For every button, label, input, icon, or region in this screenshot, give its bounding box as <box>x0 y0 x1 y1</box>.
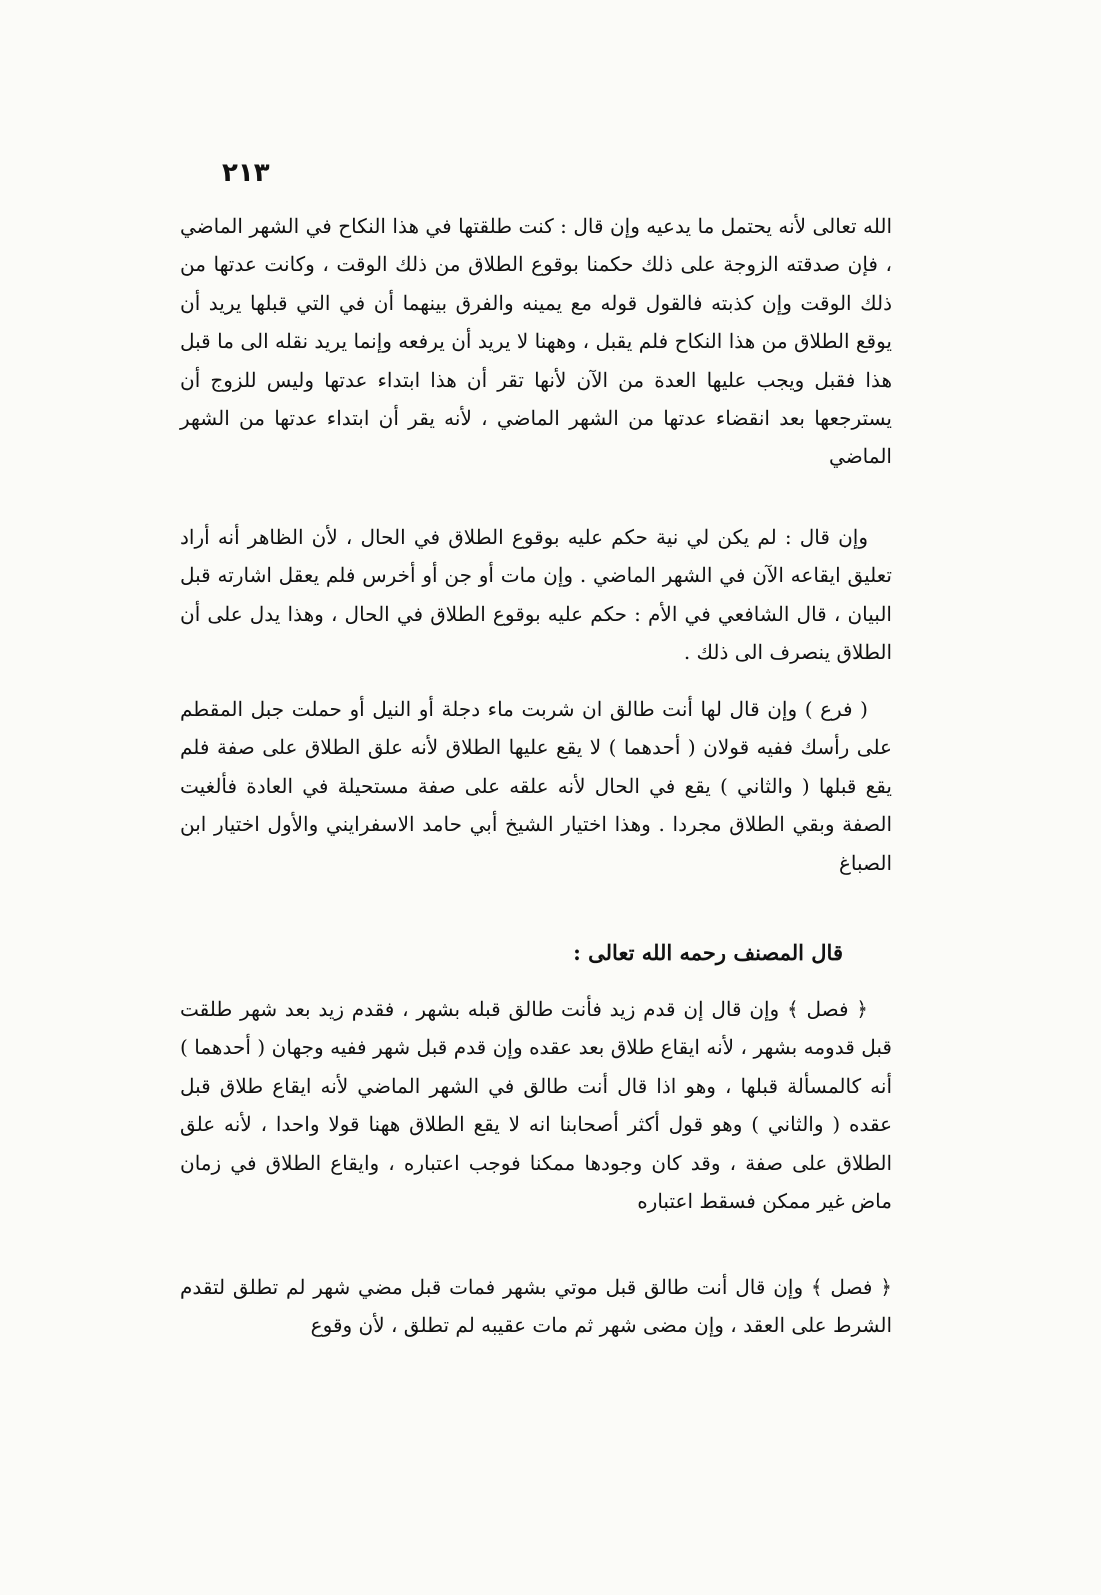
paragraph-text: ( فرع ) وإن قال لها أنت طالق ان شربت ماء دجلة أو النيل أو حملت جبل المقطم على رأسك ففيه قولان ( أحدهما ) لا يقع عليها الطلاق لأنه علق الطلاق على صفة فلم يقع قبلها ( والثاني ) يقع في الحال لأنه علقه على صفة مستحيلة في العادة فألغيت الصفة وبقي الطلاق مجردا . وهذا اختيار الشيخ أبي حامد الاسفرايني والأول اختيار ابن الصباغ <box>180 697 892 875</box>
section-text: ﴿ فصل ﴾ وإن قال إن قدم زيد فأنت طالق قبله بشهر ، فقدم زيد بعد شهر طلقت قبل قدومه بشهر ، لأنه ايقاع طلاق بعد عقده وإن قدم قبل شهر ففيه وجهان ( أحدهما ) أنه كالمسألة قبلها ، وهو اذا قال أنت طالق في الشهر الماضي لأنه ايقاع طلاق قبل عقده ( والثاني ) وهو قول أكثر أصحابنا انه لا يقع الطلاق ههنا قولا واحدا ، لأنه علق الطلاق على صفة ، وقد كان وجودها ممكنا فوجب اعتباره ، وايقاع الطلاق في زمان ماض غير ممكن فسقط اعتباره <box>180 997 892 1214</box>
paragraph-continuation <box>180 207 892 476</box>
section-fasl-1 <box>180 990 892 1220</box>
section-fasl-2 <box>180 1268 892 1345</box>
paragraph-far <box>180 690 892 882</box>
section-text: ﴿ فصل ﴾ وإن قال أنت طالق قبل موتي بشهر فمات قبل مضي شهر لم تطلق لتقدم الشرط على العقد ، وإن مضى شهر ثم مات عقيبه لم تطلق ، لأن وقوع <box>180 1275 892 1338</box>
paragraph-no-intention <box>180 518 892 672</box>
page-number: ٢١٣ <box>222 158 270 188</box>
paragraph-text: وإن قال : لم يكن لي نية حكم عليه بوقوع الطلاق في الحال ، لأن الظاهر أنه أراد تعليق ايقاعه الآن في الشهر الماضي . وإن مات أو جن أو أخرس فلم يعقل اشارته قبل البيان ، قال الشافعي في الأم : حكم عليه بوقوع الطلاق في الحال ، وهذا يدل على أن الطلاق ينصرف الى ذلك . <box>180 525 892 665</box>
paragraph-text: الله تعالى لأنه يحتمل ما يدعيه وإن قال : كنت طلقتها في هذا النكاح في الشهر الماضي ، فإن صدقته الزوجة على ذلك حكمنا بوقوع الطلاق من ذلك الوقت ، وكانت عدتها من ذلك الوقت وإن كذبته فالقول قوله مع يمينه والفرق بينهما أن في التي قبلها يريد أن يوقع الطلاق من هذا النكاح فلم يقبل ، وههنا لا يريد أن يرفعه وإنما يريد نقله الى ما قبل هذا فقبل ويجب عليها العدة من الآن لأنها تقر أن هذا ابتداء عدتها وليس للزوج أن يسترجعها بعد انقضاء عدتها من الشهر الماضي ، لأنه يقر أن ابتداء عدتها من الشهر الماضي <box>180 214 892 469</box>
section-heading: قال المصنف رحمه الله تعالى : <box>573 940 843 965</box>
